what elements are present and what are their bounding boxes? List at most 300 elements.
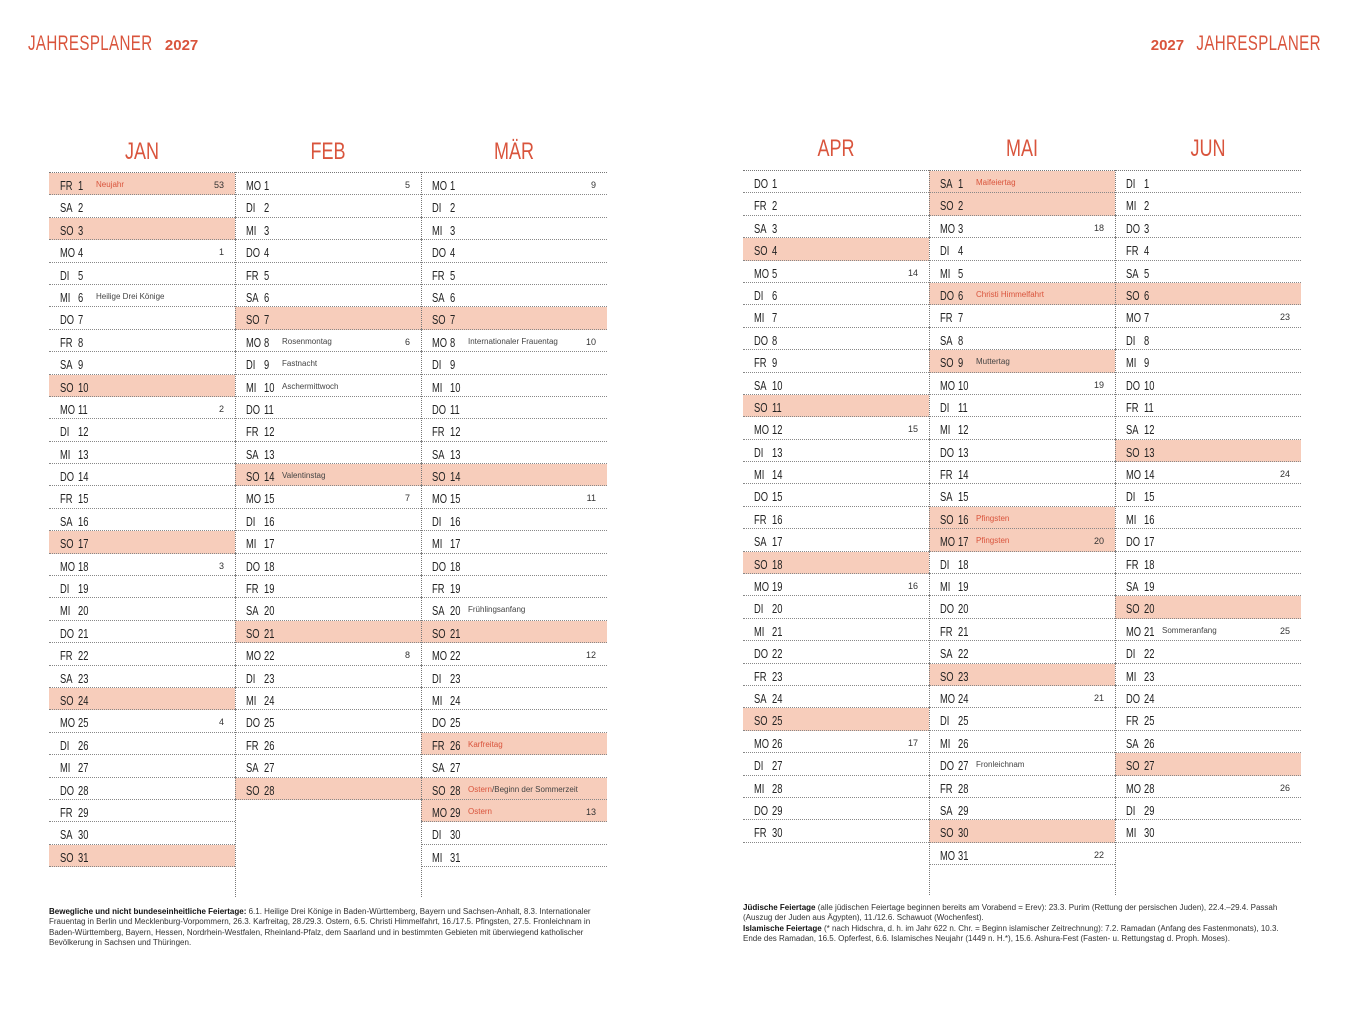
day-row[interactable] (1115, 708, 1301, 730)
day-number: 21 (1144, 623, 1155, 639)
day-row[interactable] (929, 417, 1115, 439)
day-event: Karfreitag (468, 739, 503, 749)
day-row[interactable] (929, 305, 1115, 327)
day-row[interactable] (235, 598, 421, 620)
day-number: 25 (772, 713, 783, 729)
day-row[interactable] (743, 417, 929, 439)
day-row[interactable] (743, 552, 929, 574)
day-row[interactable] (235, 576, 421, 598)
weekday-label: MO (754, 579, 770, 595)
day-row[interactable] (421, 330, 607, 352)
day-row[interactable] (743, 619, 929, 641)
day-row[interactable] (235, 509, 421, 531)
day-row[interactable] (1115, 664, 1301, 686)
day-row[interactable] (421, 375, 607, 397)
day-row[interactable] (235, 442, 421, 464)
weekday-label: DI (432, 357, 442, 373)
day-row[interactable] (743, 708, 929, 730)
day-row[interactable] (929, 731, 1115, 753)
day-row[interactable] (1115, 417, 1301, 439)
week-number: 7 (404, 493, 410, 504)
day-row[interactable] (49, 666, 235, 688)
day-row[interactable] (1115, 283, 1301, 305)
day-row[interactable] (1115, 641, 1301, 663)
day-row[interactable] (929, 641, 1115, 663)
day-row[interactable] (421, 531, 607, 553)
weekday-label: SA (940, 489, 953, 505)
day-row[interactable] (49, 330, 235, 352)
day-row[interactable] (929, 440, 1115, 462)
day-row[interactable] (929, 462, 1115, 484)
weekday-label: FR (754, 511, 767, 527)
day-row[interactable] (743, 820, 929, 842)
weekday-label: DO (60, 625, 75, 641)
day-row[interactable] (49, 845, 235, 867)
day-row[interactable] (929, 238, 1115, 260)
day-row[interactable] (743, 395, 929, 417)
day-row[interactable] (1115, 373, 1301, 395)
weekday-label: SA (60, 357, 73, 373)
day-row[interactable] (1115, 820, 1301, 842)
day-row[interactable] (49, 419, 235, 441)
day-number: 25 (264, 715, 275, 731)
day-row[interactable] (1115, 440, 1301, 462)
day-row[interactable] (421, 822, 607, 844)
day-row[interactable] (929, 216, 1115, 238)
day-row[interactable] (929, 776, 1115, 798)
day-number: 2 (78, 200, 84, 216)
day-row[interactable] (1115, 328, 1301, 350)
day-row[interactable] (235, 554, 421, 576)
column-divider (929, 170, 930, 895)
day-number: 3 (1144, 220, 1150, 236)
week-number: 3 (218, 560, 224, 571)
day-row[interactable] (421, 621, 607, 643)
day-row[interactable] (421, 173, 607, 195)
day-number: 26 (958, 735, 969, 751)
day-event: Sommeranfang (1162, 625, 1217, 635)
weekday-label: FR (432, 267, 445, 283)
day-number: 27 (772, 758, 783, 774)
day-row[interactable] (743, 596, 929, 618)
day-number: 3 (772, 220, 778, 236)
day-row[interactable] (235, 263, 421, 285)
day-row[interactable] (49, 375, 235, 397)
day-number: 18 (78, 558, 89, 574)
day-row[interactable] (929, 753, 1115, 775)
weekday-label: DI (60, 581, 70, 597)
day-row[interactable] (49, 218, 235, 240)
day-row[interactable] (235, 419, 421, 441)
column-divider (421, 172, 422, 897)
day-row[interactable] (235, 643, 421, 665)
day-row[interactable] (1115, 216, 1301, 238)
day-row[interactable] (235, 307, 421, 329)
weekday-label: MI (60, 603, 71, 619)
weekday-label: MO (60, 715, 76, 731)
day-number: 3 (78, 222, 84, 238)
weekday-label: MO (432, 648, 448, 664)
day-number: 23 (1144, 668, 1155, 684)
day-row[interactable] (235, 486, 421, 508)
day-row[interactable] (421, 218, 607, 240)
month-day-list (49, 172, 235, 867)
day-row[interactable] (49, 486, 235, 508)
day-row[interactable] (49, 240, 235, 262)
day-number: 6 (450, 289, 456, 305)
day-row[interactable] (421, 195, 607, 217)
weekday-label: FR (246, 737, 259, 753)
day-row[interactable] (1115, 350, 1301, 372)
day-row[interactable] (929, 193, 1115, 215)
weekday-label: MO (432, 804, 448, 820)
day-row[interactable] (743, 462, 929, 484)
day-row[interactable] (421, 554, 607, 576)
day-row[interactable] (421, 486, 607, 508)
day-row[interactable] (235, 778, 421, 800)
day-row[interactable] (743, 574, 929, 596)
day-row[interactable] (421, 733, 607, 755)
day-row[interactable] (421, 710, 607, 732)
day-row[interactable] (235, 621, 421, 643)
day-row[interactable] (235, 173, 421, 195)
week-number: 9 (590, 180, 596, 190)
day-row[interactable] (1115, 507, 1301, 529)
day-row[interactable] (235, 666, 421, 688)
day-row[interactable] (743, 283, 929, 305)
day-row[interactable] (929, 283, 1115, 305)
day-row[interactable] (421, 576, 607, 598)
day-row[interactable] (421, 643, 607, 665)
day-row[interactable] (929, 619, 1115, 641)
day-number: 27 (78, 760, 89, 776)
day-row[interactable] (421, 509, 607, 531)
day-row[interactable] (1115, 731, 1301, 753)
day-number: 20 (264, 603, 275, 619)
day-row[interactable] (1115, 462, 1301, 484)
weekday-label: SO (940, 511, 954, 527)
day-row[interactable] (743, 440, 929, 462)
day-row[interactable] (49, 173, 235, 195)
day-row[interactable] (421, 666, 607, 688)
weekday-label: FR (754, 355, 767, 371)
month-day-list (235, 172, 421, 800)
day-row[interactable] (421, 598, 607, 620)
weekday-label: DI (754, 758, 764, 774)
day-row[interactable] (1115, 395, 1301, 417)
day-row[interactable] (1115, 776, 1301, 798)
day-row[interactable] (929, 574, 1115, 596)
day-row[interactable] (49, 263, 235, 285)
day-row[interactable] (49, 800, 235, 822)
day-number: 28 (1144, 780, 1155, 796)
weekday-label: FR (60, 648, 73, 664)
day-row[interactable] (235, 733, 421, 755)
day-row[interactable] (421, 285, 607, 307)
day-row[interactable] (49, 195, 235, 217)
weekday-label: SO (754, 713, 768, 729)
day-row[interactable] (929, 529, 1115, 551)
day-row[interactable] (743, 193, 929, 215)
planner-title: JAHRESPLANER (28, 32, 153, 55)
day-row[interactable] (49, 710, 235, 732)
day-row[interactable] (235, 240, 421, 262)
day-row[interactable] (49, 576, 235, 598)
week-number: 20 (1093, 536, 1104, 547)
week-number: 22 (1093, 849, 1104, 860)
day-row[interactable] (743, 238, 929, 260)
day-row[interactable] (929, 552, 1115, 574)
day-row[interactable] (743, 216, 929, 238)
day-number: 14 (1144, 467, 1155, 483)
weekday-label: SA (432, 603, 445, 619)
day-row[interactable] (1115, 619, 1301, 641)
day-row[interactable] (49, 755, 235, 777)
month-day-list (929, 170, 1115, 865)
month-name: APR (817, 135, 855, 162)
day-row[interactable] (49, 442, 235, 464)
day-row[interactable] (421, 778, 607, 800)
day-row[interactable] (929, 261, 1115, 283)
day-row[interactable] (929, 596, 1115, 618)
weekday-label: MO (940, 847, 956, 863)
day-number: 15 (450, 491, 461, 507)
day-number: 15 (772, 489, 783, 505)
weekday-label: DO (1126, 534, 1141, 550)
day-row[interactable] (421, 419, 607, 441)
day-row[interactable] (743, 373, 929, 395)
day-number: 28 (264, 782, 275, 798)
day-row[interactable] (929, 686, 1115, 708)
day-number: 18 (450, 558, 461, 574)
day-event-holiday: Ostern (468, 784, 493, 794)
day-row[interactable] (1115, 552, 1301, 574)
day-row[interactable] (929, 664, 1115, 686)
day-row[interactable] (49, 464, 235, 486)
day-row[interactable] (421, 845, 607, 867)
day-row[interactable] (421, 352, 607, 374)
day-row[interactable] (743, 664, 929, 686)
weekday-label: MO (60, 558, 76, 574)
day-row[interactable] (743, 731, 929, 753)
day-number: 25 (1144, 713, 1155, 729)
day-row[interactable] (929, 507, 1115, 529)
day-row[interactable] (743, 776, 929, 798)
column-divider (235, 172, 236, 897)
weekday-label: MI (432, 849, 443, 865)
day-row[interactable] (1115, 238, 1301, 260)
day-row[interactable] (49, 621, 235, 643)
day-row[interactable] (1115, 171, 1301, 193)
weekday-label: FR (1126, 713, 1139, 729)
day-row[interactable] (929, 328, 1115, 350)
day-row[interactable] (743, 305, 929, 327)
day-row[interactable] (743, 484, 929, 506)
day-row[interactable] (421, 688, 607, 710)
day-number: 4 (78, 245, 84, 261)
day-row[interactable] (49, 554, 235, 576)
day-event: Frühlingsanfang (468, 605, 526, 615)
month-name: FEB (310, 138, 346, 165)
day-row[interactable] (421, 263, 607, 285)
day-row[interactable] (929, 798, 1115, 820)
day-number: 22 (264, 648, 275, 664)
day-row[interactable] (421, 397, 607, 419)
day-row[interactable] (49, 778, 235, 800)
weekday-label: SA (1126, 579, 1139, 595)
weekday-label: SA (60, 827, 73, 843)
day-row[interactable] (421, 800, 607, 822)
day-row[interactable] (1115, 574, 1301, 596)
weekday-label: SA (60, 513, 73, 529)
day-row[interactable] (1115, 529, 1301, 551)
day-number: 27 (450, 760, 461, 776)
weekday-label: SA (940, 176, 953, 191)
day-row[interactable] (743, 686, 929, 708)
day-row[interactable] (421, 240, 607, 262)
day-number: 6 (1144, 287, 1150, 303)
day-row[interactable] (929, 843, 1115, 865)
day-number: 6 (78, 289, 84, 305)
day-row[interactable] (235, 285, 421, 307)
day-number: 27 (264, 760, 275, 776)
day-row[interactable] (421, 464, 607, 486)
day-event: Rosenmontag (282, 336, 332, 346)
day-number: 27 (1144, 758, 1155, 774)
week-number: 17 (907, 737, 918, 748)
day-number: 14 (772, 467, 783, 483)
day-row[interactable] (929, 373, 1115, 395)
day-row[interactable] (743, 753, 929, 775)
column-divider (1115, 170, 1116, 895)
day-row[interactable] (1115, 193, 1301, 215)
day-number: 22 (958, 646, 969, 662)
day-row[interactable] (49, 307, 235, 329)
day-number: 26 (772, 735, 783, 751)
day-row[interactable] (1115, 798, 1301, 820)
weekday-label: DI (940, 399, 950, 415)
day-row[interactable] (235, 352, 421, 374)
day-row[interactable] (49, 643, 235, 665)
day-row[interactable] (1115, 686, 1301, 708)
day-row[interactable] (235, 218, 421, 240)
weekday-label: FR (432, 424, 445, 440)
day-row[interactable] (235, 397, 421, 419)
day-row[interactable] (49, 531, 235, 553)
day-number: 16 (958, 511, 969, 527)
day-number: 28 (958, 780, 969, 796)
day-number: 5 (264, 267, 270, 283)
weekday-label: MO (940, 377, 956, 393)
weekday-label: DI (60, 267, 70, 283)
day-row[interactable] (1115, 484, 1301, 506)
day-event: Valentinstag (282, 471, 326, 481)
weekday-label: MI (1126, 198, 1137, 214)
weekday-label: FR (1126, 556, 1139, 572)
day-row[interactable] (743, 798, 929, 820)
day-row[interactable] (929, 350, 1115, 372)
weekday-label: SA (432, 760, 445, 776)
day-row[interactable] (1115, 261, 1301, 283)
day-row[interactable] (929, 395, 1115, 417)
day-row[interactable] (743, 261, 929, 283)
weekday-label: SA (940, 802, 953, 818)
day-number: 26 (1144, 735, 1155, 751)
day-row[interactable] (49, 733, 235, 755)
day-number: 7 (450, 312, 456, 328)
weekday-label: MO (940, 690, 956, 706)
day-number: 4 (450, 245, 456, 261)
day-number: 24 (772, 690, 783, 706)
weekday-label: MI (754, 310, 765, 326)
day-number: 3 (450, 222, 456, 238)
day-row[interactable] (49, 397, 235, 419)
weekday-label: SO (60, 849, 74, 865)
day-number: 10 (264, 379, 275, 395)
day-row[interactable] (49, 822, 235, 844)
day-row[interactable] (49, 598, 235, 620)
day-row[interactable] (235, 688, 421, 710)
day-number: 30 (78, 827, 89, 843)
day-number: 15 (78, 491, 89, 507)
day-row[interactable] (743, 507, 929, 529)
day-row[interactable] (235, 195, 421, 217)
day-row[interactable] (235, 755, 421, 777)
day-row[interactable] (743, 328, 929, 350)
day-number: 17 (772, 534, 783, 550)
day-row[interactable] (743, 641, 929, 663)
weekday-label: DI (432, 827, 442, 843)
day-row[interactable] (235, 330, 421, 352)
day-row[interactable] (421, 307, 607, 329)
day-row[interactable] (1115, 753, 1301, 775)
day-row[interactable] (421, 755, 607, 777)
day-row[interactable] (235, 375, 421, 397)
day-row[interactable] (49, 352, 235, 374)
weekday-label: DI (754, 601, 764, 617)
weekday-label: SO (432, 469, 446, 485)
day-row[interactable] (929, 171, 1115, 193)
day-number: 11 (958, 399, 968, 415)
holiday-note-right (743, 903, 1288, 945)
day-row[interactable] (1115, 596, 1301, 618)
day-number: 12 (450, 424, 461, 440)
weekday-label: MO (754, 265, 770, 281)
day-number: 29 (772, 802, 783, 818)
day-row[interactable] (929, 820, 1115, 842)
day-row[interactable] (235, 464, 421, 486)
day-number: 24 (958, 690, 969, 706)
day-row[interactable] (1115, 305, 1301, 327)
weekday-label: SA (246, 603, 259, 619)
day-row[interactable] (421, 442, 607, 464)
day-row[interactable] (49, 688, 235, 710)
weekday-label: SO (60, 536, 74, 552)
day-row[interactable] (49, 285, 235, 307)
day-row[interactable] (743, 350, 929, 372)
day-row[interactable] (743, 171, 929, 193)
day-row[interactable] (929, 484, 1115, 506)
day-row[interactable] (743, 529, 929, 551)
day-row[interactable] (235, 531, 421, 553)
weekday-label: SO (940, 355, 954, 371)
weekday-label: SA (754, 534, 767, 550)
day-event-note: /Beginn der Sommerzeit (492, 784, 578, 794)
day-number: 9 (78, 357, 84, 373)
day-row[interactable] (929, 708, 1115, 730)
day-row[interactable] (235, 710, 421, 732)
day-row[interactable] (49, 509, 235, 531)
